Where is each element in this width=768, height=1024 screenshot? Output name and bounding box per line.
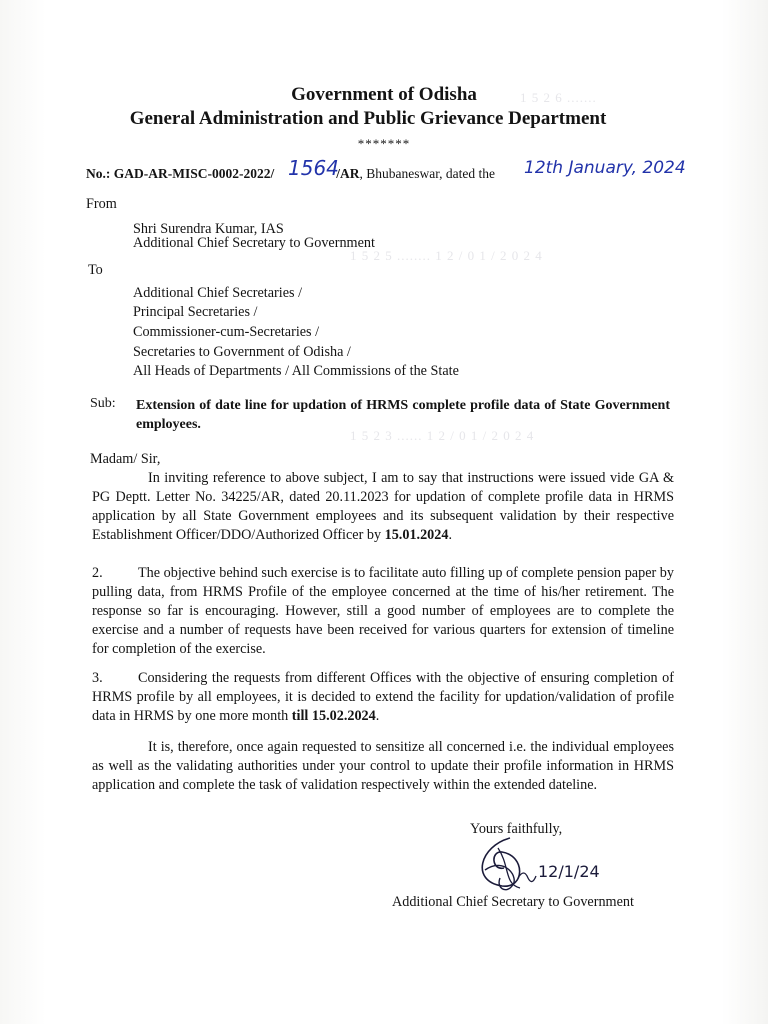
- reference-place: , Bhubaneswar, dated the: [359, 166, 496, 181]
- subject-label: Sub:: [90, 396, 116, 411]
- sender-designation: Additional Chief Secretary to Government: [133, 235, 375, 251]
- paragraph-2: [92, 564, 674, 659]
- paragraph-2-text: The objective behind such exercise is to facilitate auto filling up of complete pension paper by pulling data, from HRMS Profile of the employee concerned at the time of his/her retirement. The response so far is encouraging. However, still a good number of employees are to complete the exercise and a number of requests have been received for various quarters for extension of timeline for completion of the exercise.: [92, 565, 674, 657]
- paragraph-3-number: 3.: [92, 670, 103, 686]
- reference-suffix: /AR: [336, 166, 360, 181]
- paragraph-1-deadline: 15.01.2024: [384, 527, 449, 543]
- paragraph-3-deadline: till 15.02.2024: [291, 708, 376, 724]
- paragraph-3-text: Considering the requests from different Offices with the objective of ensuring completion of HRMS profile by all employees, it is decided to extend the facility for updation/validation of profile data in HRMS by one more month: [92, 670, 674, 724]
- header-separator: *******: [357, 136, 411, 151]
- recipient-item: Principal Secretaries /: [133, 304, 258, 320]
- paragraph-1-text: In inviting reference to above subject, I am to say that instructions were issued vide GA & PG Deptt. Letter No. 34225/AR, dated 20.11.2023 for updation of complete profile data in HRMS application by all State Government employees and its subsequent validation by their respective Establishment Officer/DDO/Authorized Officer by: [92, 470, 674, 543]
- paragraph-4: [92, 738, 674, 795]
- recipient-item: Additional Chief Secretaries /: [133, 285, 303, 301]
- signatory-designation: Additional Chief Secretary to Government: [392, 894, 634, 910]
- recipient-item: Secretaries to Government of Odisha /: [133, 344, 351, 360]
- paragraph-3: [92, 669, 674, 726]
- reference-line: [86, 156, 686, 182]
- signature-date: 12/1/24: [538, 862, 600, 881]
- subject-text: Extension of date line for updation of HRMS complete profile data of State Government employees.: [136, 398, 670, 432]
- paragraph-4-text: It is, therefore, once again requested to sensitize all concerned i.e. the individual employees as well as the validating authorities under your control to update their profile information in HRMS application and complete the task of validation respectively within the extended dateline.: [92, 739, 674, 793]
- show-through-mark: 1 5 2 3 ...... 1 2 / 0 1 / 2 0 2 4: [350, 428, 535, 443]
- paragraph-2-number: 2.: [92, 565, 103, 581]
- from-label: From: [86, 196, 117, 212]
- letterhead-government: Government of Odisha: [291, 84, 477, 105]
- paragraph-1-period: .: [448, 527, 452, 543]
- paragraph-1: [92, 469, 674, 545]
- sender-name: Shri Surendra Kumar, IAS: [133, 221, 284, 237]
- salutation: Madam/ Sir,: [90, 451, 161, 467]
- handwritten-letter-number: 1564: [288, 156, 339, 180]
- show-through-mark: 1 5 2 6 .......: [520, 90, 597, 105]
- show-through-mark: 1 5 2 5 ........ 1 2 / 0 1 / 2 0 2 4: [350, 248, 543, 263]
- reference-prefix: No.: GAD-AR-MISC-0002-2022/: [86, 166, 275, 181]
- valediction: Yours faithfully,: [470, 821, 563, 837]
- paragraph-3-period: .: [375, 708, 380, 724]
- to-label: To: [88, 262, 103, 278]
- handwritten-date: 12th January, 2024: [524, 158, 686, 178]
- letterhead-department: General Administration and Public Grievance Department: [129, 108, 607, 129]
- recipient-item: All Heads of Departments / All Commissions of the State: [133, 363, 459, 379]
- recipient-item: Commissioner-cum-Secretaries /: [133, 324, 320, 340]
